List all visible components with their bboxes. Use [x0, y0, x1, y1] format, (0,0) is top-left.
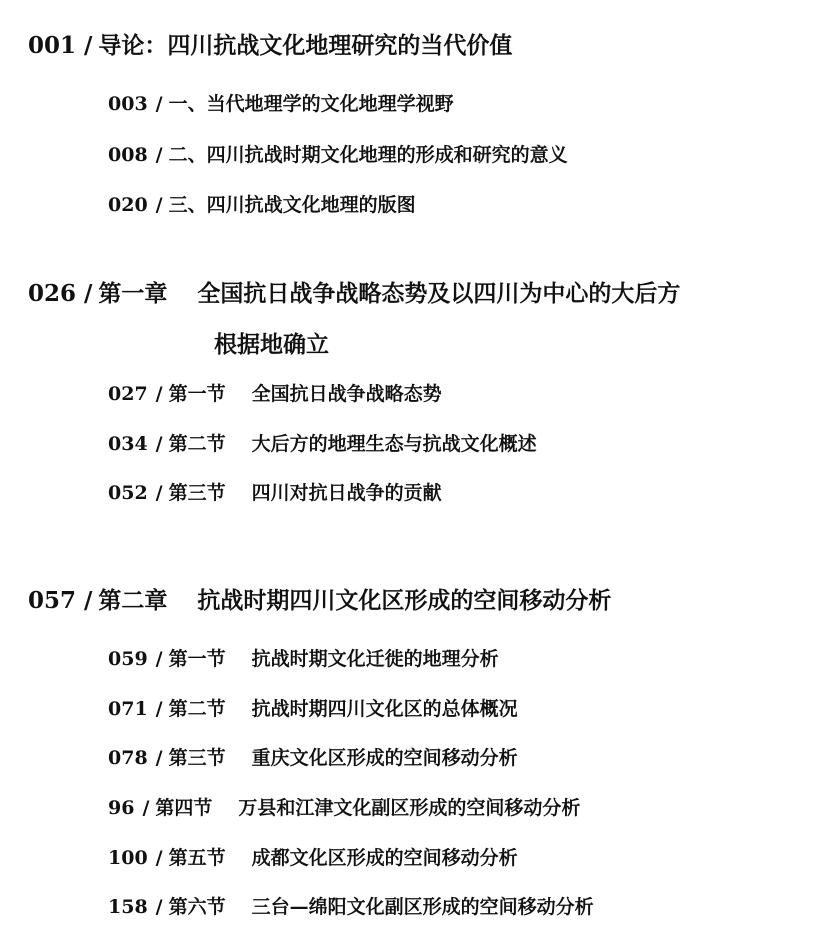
section-label: 第五节 [168, 847, 226, 869]
section-label: 第三节 [168, 747, 226, 769]
separator: / [155, 698, 163, 720]
separator: / [155, 383, 163, 405]
toc-chapter-2-heading[interactable] [28, 589, 611, 612]
separator: / [155, 648, 163, 670]
separator: / [142, 797, 150, 819]
page-number: 034 [108, 433, 148, 455]
page-number: 003 [108, 93, 148, 115]
chapter-title-line-1: 全国抗日战争战略态势及以四川为中心的大后方 [197, 280, 681, 307]
page-number: 001 [28, 32, 77, 59]
section-title: 一、当代地理学的文化地理学视野 [168, 93, 454, 115]
chapter-title: 抗战时期四川文化区形成的空间移动分析 [197, 587, 612, 614]
page-number: 052 [108, 482, 148, 504]
toc-section-item[interactable] [108, 749, 518, 768]
section-label: 第六节 [168, 896, 226, 918]
separator: / [84, 32, 93, 59]
section-label: 第四节 [155, 797, 213, 819]
page-number: 100 [108, 847, 148, 869]
separator: / [155, 847, 163, 869]
toc-section-item[interactable] [108, 700, 518, 719]
section-title: 二、四川抗战时期文化地理的形成和研究的意义 [168, 144, 568, 166]
separator: / [155, 747, 163, 769]
separator: / [155, 194, 163, 216]
page-number: 026 [28, 280, 77, 307]
page-number: 008 [108, 144, 148, 166]
separator: / [155, 896, 163, 918]
chapter-label: 第二章 [98, 587, 168, 614]
toc-section-item[interactable] [108, 484, 442, 503]
separator: / [155, 482, 163, 504]
toc-section-item[interactable] [108, 95, 454, 114]
toc-section-item[interactable] [108, 435, 537, 454]
section-title: 四川对抗日战争的贡献 [251, 482, 442, 504]
section-title: 三、四川抗战文化地理的版图 [168, 194, 416, 216]
separator: / [84, 280, 93, 307]
toc-section-item[interactable] [108, 898, 594, 917]
section-title: 抗战时期文化迁徙的地理分析 [251, 648, 499, 670]
page-number: 057 [28, 587, 77, 614]
chapter-label: 第一章 [98, 280, 168, 307]
page-number: 158 [108, 896, 148, 918]
page-number: 027 [108, 383, 148, 405]
page-number: 078 [108, 747, 148, 769]
page-number: 020 [108, 194, 148, 216]
toc-section-item[interactable] [108, 146, 568, 165]
section-title: 万县和江津文化副区形成的空间移动分析 [238, 797, 581, 819]
toc-section-item[interactable] [108, 849, 518, 868]
section-label: 第二节 [168, 698, 226, 720]
toc-intro-heading[interactable] [28, 34, 512, 57]
section-title: 成都文化区形成的空间移动分析 [251, 847, 518, 869]
section-label: 第三节 [168, 482, 226, 504]
section-label: 第一节 [168, 648, 226, 670]
separator: / [155, 433, 163, 455]
section-label: 第二节 [168, 433, 226, 455]
section-title: 全国抗日战争战略态势 [251, 383, 442, 405]
separator: / [84, 587, 93, 614]
section-title: 重庆文化区形成的空间移动分析 [251, 747, 518, 769]
section-label: 第一节 [168, 383, 226, 405]
page-number: 96 [108, 797, 135, 819]
section-title: 三台—绵阳文化副区形成的空间移动分析 [251, 896, 594, 918]
toc-section-item[interactable] [108, 385, 442, 404]
page-number: 059 [108, 648, 148, 670]
toc-section-item[interactable] [108, 799, 580, 818]
toc-section-item[interactable] [108, 196, 416, 215]
separator: / [155, 93, 163, 115]
section-title: 大后方的地理生态与抗战文化概述 [251, 433, 537, 455]
page-number: 071 [108, 698, 148, 720]
section-title: 抗战时期四川文化区的总体概况 [251, 698, 518, 720]
toc-section-item[interactable] [108, 650, 499, 669]
toc-chapter-1-heading[interactable] [28, 282, 680, 305]
intro-title: 导论：四川抗战文化地理研究的当代价值 [98, 32, 513, 59]
chapter-title-line-2: 根据地确立 [214, 331, 329, 358]
separator: / [155, 144, 163, 166]
